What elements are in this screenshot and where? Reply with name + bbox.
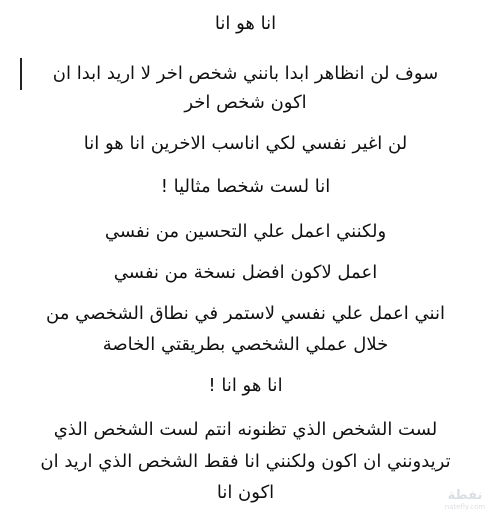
watermark-site: natefly.com	[444, 503, 486, 511]
watermark-logo: نفطة	[447, 488, 483, 503]
text-line-2: سوف لن انظاهر ابدا بانني شخص اخر لا اريد ابدا ان	[52, 63, 439, 84]
text-line-3: اكون شخص اخر	[184, 92, 307, 113]
watermark	[444, 488, 486, 512]
text-cursor	[20, 58, 22, 90]
text-line-12: تريدونني ان اكون ولكنني انا فقط الشخص الذي اريد ان	[40, 451, 451, 472]
text-line-11: لست الشخص الذي تظنونه انتم لست الشخص الذي	[53, 419, 438, 440]
text-line-6: ولكنني اعمل علي التحسين من نفسي	[104, 221, 387, 242]
text-line-9: خلال عملي الشخصي بطريقتي الخاصة	[102, 334, 389, 355]
text-line-7: اعمل لاكون افضل نسخة من نفسي	[113, 262, 378, 283]
text-line-5: انا لست شخصا مثاليا !	[160, 176, 331, 197]
text-line-1: انا هو انا	[214, 13, 277, 34]
text-line-4: لن اغير نفسي لكي اناسب الاخرين انا هو انا	[83, 133, 408, 154]
text-line-10: انا هو انا !	[208, 375, 283, 396]
text-line-13: اكون انا	[216, 482, 275, 503]
text-line-8: انني اعمل علي نفسي لاستمر في نطاق الشخصي من	[46, 303, 445, 324]
